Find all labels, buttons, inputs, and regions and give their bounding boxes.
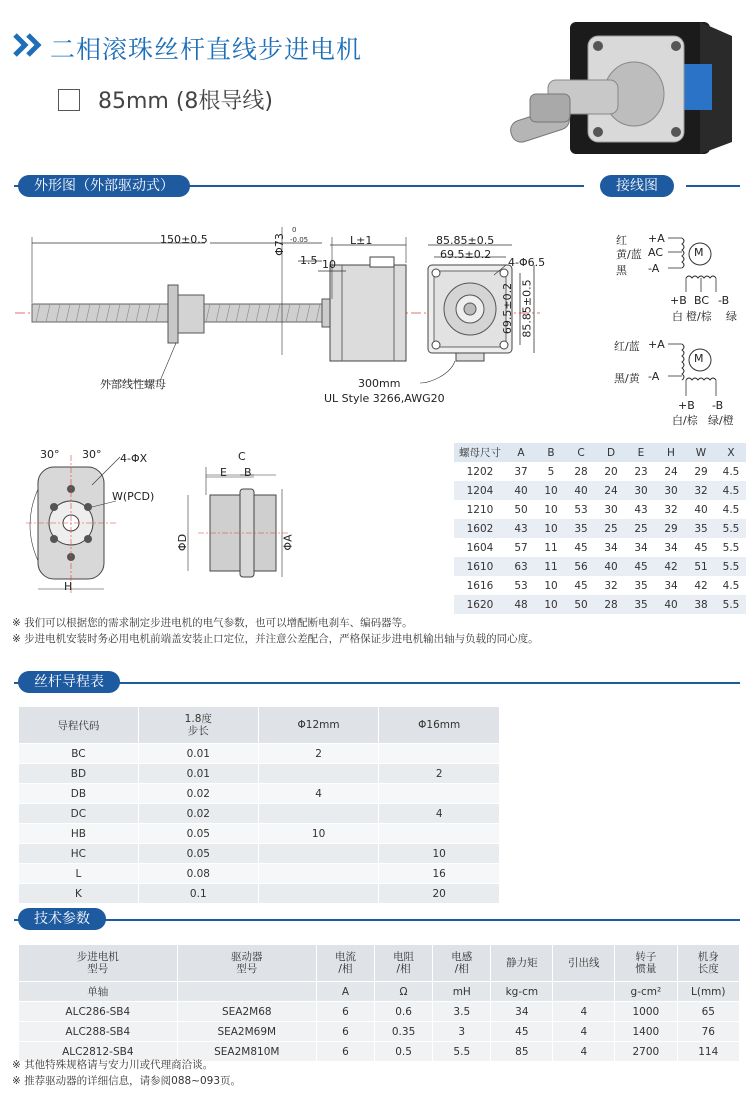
nut-pcd: W(PCD)	[112, 490, 155, 503]
table-cell: 34	[664, 579, 678, 592]
table-cell: 5.5	[433, 1042, 491, 1062]
col-header: B	[536, 443, 566, 462]
table-cell: 1620	[454, 595, 506, 614]
table-cell: 1604	[466, 541, 494, 554]
col-header: C	[566, 443, 596, 462]
table-row	[454, 595, 746, 614]
nut-h: H	[64, 580, 73, 593]
cable-length: 300mm	[358, 377, 401, 390]
table-cell: 4	[553, 1022, 615, 1042]
table-row	[19, 864, 500, 884]
note-line: ※ 我们可以根据您的需求制定步进电机的电气参数，也可以增配断电刹车、编码器等。	[12, 617, 413, 629]
table-cell: 40	[656, 595, 686, 614]
dim-L: L±1	[350, 234, 373, 247]
table-cell: 1616	[466, 579, 494, 592]
nut-c: C	[238, 450, 246, 463]
table-cell: 10	[258, 824, 379, 844]
motor-symbol-2: M	[694, 352, 704, 365]
table-cell: 2	[258, 744, 379, 764]
table-cell: 30	[604, 503, 618, 516]
section-spec: 技术参数	[18, 908, 106, 930]
table-cell: ALC2812-SB4	[19, 1042, 178, 1062]
col-header: A	[506, 443, 536, 462]
unit-cell: g-cm²	[615, 982, 677, 1002]
table-header-row	[19, 707, 500, 744]
unit-cell: A	[316, 982, 374, 1002]
table-cell: 57	[514, 541, 528, 554]
col-header: 步进电机 型号	[19, 945, 178, 982]
table-cell: 85	[491, 1042, 553, 1062]
col-header: 1.8度 步长	[138, 707, 258, 744]
table-cell: 11	[536, 557, 566, 576]
checkbox-icon	[58, 89, 80, 111]
table-cell: 45	[574, 541, 588, 554]
table-row	[454, 557, 746, 576]
wire-white-brown: 白/棕	[672, 414, 698, 427]
table-header-row	[454, 443, 746, 462]
table-cell: 45	[694, 541, 708, 554]
note-line: ※ 步进电机安装时务必用电机前端盖安装止口定位，并注意公差配合，严格保证步进电机输出轴与负载的同心度。	[12, 633, 539, 645]
note-line: ※ 推荐驱动器的详细信息，请参阅088~093页。	[12, 1075, 242, 1087]
dim-10: 10	[322, 258, 336, 271]
wire-a-minus-2: -A	[648, 370, 660, 383]
dim-phi73: Φ73	[272, 233, 286, 256]
table-row	[19, 844, 500, 864]
wire-bc: BC	[694, 294, 710, 307]
table-row	[19, 804, 500, 824]
table-cell: 10	[536, 595, 566, 614]
table-cell: 34	[604, 541, 618, 554]
table-row	[454, 576, 746, 595]
section-divider	[14, 919, 740, 921]
table-cell: 10	[536, 481, 566, 500]
table-cell: 43	[506, 519, 536, 538]
table-cell: 45	[491, 1022, 553, 1042]
wire-a-plus-2: +A	[648, 338, 665, 351]
table-cell: 6	[316, 1022, 374, 1042]
table-row	[454, 538, 746, 557]
nut-e: E	[220, 466, 227, 479]
table-cell: 1000	[615, 1002, 677, 1022]
table-cell: 42	[656, 557, 686, 576]
table-cell: BC	[19, 744, 139, 764]
table-cell: 32	[686, 481, 716, 500]
table-cell: 10	[544, 503, 558, 516]
col-header: Φ12mm	[258, 707, 379, 744]
col-header: 导程代码	[19, 707, 139, 744]
dim-v69: 69.5±0.2	[501, 282, 515, 335]
table-cell: 24	[664, 465, 678, 478]
col-header: 转子 惯量	[615, 945, 677, 982]
nut-b: B	[244, 466, 252, 479]
unit-cell	[553, 982, 615, 1002]
table-cell: 40	[694, 503, 708, 516]
nut-angle-2: 30°	[82, 448, 102, 461]
wire-black: 黑	[616, 264, 627, 277]
table-cell: 0.01	[138, 744, 258, 764]
table-cell: 5.5	[716, 595, 746, 614]
table-cell: 0.05	[138, 844, 258, 864]
table-cell: 23	[634, 465, 648, 478]
table-cell	[258, 764, 379, 784]
wire-b-minus: -B	[718, 294, 730, 307]
table-cell: 3.5	[433, 1002, 491, 1022]
table-cell: 48	[506, 595, 536, 614]
col-header: 电阻 /相	[374, 945, 432, 982]
page-subtitle	[58, 84, 273, 115]
table-cell: 1202	[466, 465, 494, 478]
dim-85-85: 85.85±0.5	[436, 234, 495, 247]
table-cell: 34	[491, 1002, 553, 1022]
table-cell: HB	[19, 824, 139, 844]
table-cell: 45	[626, 557, 656, 576]
unit-cell: L(mm)	[677, 982, 740, 1002]
nut-label: 外部线性螺母	[100, 378, 166, 391]
section-wiring: 接线图	[600, 175, 674, 197]
table-cell: SEA2M69M	[177, 1022, 316, 1042]
table-row	[19, 884, 500, 904]
table-row	[19, 1022, 740, 1042]
table-cell: 20	[604, 465, 618, 478]
section-divider	[686, 185, 740, 187]
motor-symbol: M	[694, 246, 704, 259]
table-cell: HC	[19, 844, 139, 864]
table-cell: 56	[566, 557, 596, 576]
table-cell: 51	[686, 557, 716, 576]
unit-cell	[177, 982, 316, 1002]
table-row	[19, 784, 500, 804]
table-cell: 53	[574, 503, 588, 516]
table-cell: 28	[574, 465, 588, 478]
table-cell: 0.02	[138, 784, 258, 804]
table-cell: 38	[686, 595, 716, 614]
table-cell: SEA2M68	[177, 1002, 316, 1022]
table-cell: 4.5	[716, 481, 746, 500]
unit-cell: mH	[433, 982, 491, 1002]
table-row	[19, 764, 500, 784]
wire-green: 绿	[726, 310, 737, 323]
table-cell: 42	[694, 579, 708, 592]
table-cell: ALC288-SB4	[19, 1022, 178, 1042]
page-title: 二相滚珠丝杆直线步进电机	[50, 35, 363, 64]
table-cell: 65	[677, 1002, 740, 1022]
col-header: 螺母尺寸	[454, 443, 506, 462]
table-cell: 32	[604, 579, 618, 592]
table-cell: 29	[694, 465, 708, 478]
table-cell: 4	[379, 804, 500, 824]
table-cell: 2	[379, 764, 500, 784]
table-cell: 30	[656, 481, 686, 500]
table-cell: 63	[506, 557, 536, 576]
wire-orange-brown: 橙/棕	[686, 310, 712, 323]
table-cell: 4	[553, 1002, 615, 1022]
table-cell: 0.05	[138, 824, 258, 844]
table-cell	[258, 864, 379, 884]
col-header: 电感 /相	[433, 945, 491, 982]
col-header: 驱动器 型号	[177, 945, 316, 982]
table-cell: 5.5	[716, 557, 746, 576]
table-cell: 20	[379, 884, 500, 904]
table-cell: 0.1	[138, 884, 258, 904]
wire-black-yellow: 黑/黄	[614, 372, 640, 385]
table-cell: 24	[596, 481, 626, 500]
table-cell: 32	[664, 503, 678, 516]
dim-v85: 85.85±0.5	[520, 279, 534, 338]
col-header: 机身 长度	[677, 945, 740, 982]
table-cell: 30	[626, 481, 656, 500]
wire-red-blue: 红/蓝	[614, 340, 640, 353]
table-cell: 4.5	[722, 465, 740, 478]
table-header-row	[19, 945, 740, 982]
table-cell: 25	[596, 519, 626, 538]
wiring-diagram	[612, 224, 747, 427]
table-cell	[258, 844, 379, 864]
table-cell: 1204	[454, 481, 506, 500]
table-cell: 34	[634, 541, 648, 554]
table-cell: 28	[596, 595, 626, 614]
table-cell: BD	[19, 764, 139, 784]
table-row	[454, 519, 746, 538]
wire-yellow-blue: 黄/蓝	[616, 248, 642, 261]
nut-size-table	[454, 443, 746, 614]
wire-green-orange: 绿/橙	[708, 414, 734, 427]
table-cell: 4	[553, 1042, 615, 1062]
unit-cell: kg-cm	[491, 982, 553, 1002]
table-cell: 0.35	[374, 1022, 432, 1042]
motor-photo	[500, 14, 732, 164]
table-cell: 16	[379, 864, 500, 884]
col-header: X	[716, 443, 746, 462]
dim-phi73-tol-bot: -0.05	[290, 236, 309, 244]
table-cell: 11	[544, 541, 558, 554]
col-header: H	[656, 443, 686, 462]
dim-holes: 4-Φ6.5	[508, 256, 546, 269]
wire-b-plus-2: +B	[678, 399, 695, 412]
unit-cell: Ω	[374, 982, 432, 1002]
col-header: Φ16mm	[379, 707, 500, 744]
nut-angle-1: 30°	[40, 448, 60, 461]
nut-phi-a: ΦA	[281, 534, 295, 551]
table-cell: 43	[634, 503, 648, 516]
dim-150: 150±0.5	[160, 233, 208, 246]
table-cell: 0.6	[374, 1002, 432, 1022]
wire-ac: AC	[648, 246, 664, 259]
table-cell	[379, 784, 500, 804]
col-header: 引出线	[553, 945, 615, 982]
table-cell: DC	[19, 804, 139, 824]
section-lead-table: 丝杆导程表	[18, 671, 120, 693]
table-cell: K	[19, 884, 139, 904]
table-cell: 3	[433, 1022, 491, 1042]
table-cell: 1210	[466, 503, 494, 516]
col-header: W	[686, 443, 716, 462]
table-cell: 114	[677, 1042, 740, 1062]
table-cell: 5.5	[716, 519, 746, 538]
lead-table	[18, 706, 500, 904]
table-cell: 1400	[615, 1022, 677, 1042]
table-cell: 40	[566, 481, 596, 500]
table-row	[19, 744, 500, 764]
chevron-right-icon	[12, 32, 48, 58]
table-cell: 6	[316, 1042, 374, 1062]
table-cell: 6	[316, 1002, 374, 1022]
col-header: D	[596, 443, 626, 462]
table-cell: 53	[514, 579, 528, 592]
table-cell: 35	[626, 595, 656, 614]
dim-69-5: 69.5±0.2	[440, 248, 492, 261]
table-cell: 50	[566, 595, 596, 614]
table-cell: 50	[514, 503, 528, 516]
nut-phi-d: ΦD	[176, 533, 190, 552]
notes-top	[12, 615, 539, 647]
dim-1-5: 1.5	[300, 254, 318, 267]
table-cell: 1610	[454, 557, 506, 576]
table-cell: 35	[566, 519, 596, 538]
wire-a-plus: +A	[648, 232, 665, 245]
col-header: 电流 /相	[316, 945, 374, 982]
wire-b-minus-2: -B	[712, 399, 724, 412]
col-header: E	[626, 443, 656, 462]
table-cell: 0.01	[138, 764, 258, 784]
table-cell: 0.5	[374, 1042, 432, 1062]
table-cell: 4.5	[722, 503, 740, 516]
table-cell: 2700	[615, 1042, 677, 1062]
table-cell: 0.02	[138, 804, 258, 824]
table-cell	[258, 804, 379, 824]
units-row	[19, 982, 740, 1002]
notes-bottom	[12, 1057, 241, 1089]
section-divider	[14, 682, 740, 684]
table-row	[19, 1002, 740, 1022]
table-cell: SEA2M810M	[177, 1042, 316, 1062]
table-cell: 10	[544, 579, 558, 592]
dim-phi73-tol-top: 0	[292, 226, 297, 234]
table-cell	[379, 824, 500, 844]
table-cell: 76	[677, 1022, 740, 1042]
table-cell: 10	[379, 844, 500, 864]
table-cell: 1602	[454, 519, 506, 538]
table-cell: 10	[536, 519, 566, 538]
table-cell: DB	[19, 784, 139, 804]
table-row	[454, 500, 746, 519]
unit-cell: 单轴	[19, 982, 178, 1002]
table-cell: L	[19, 864, 139, 884]
table-cell: 45	[574, 579, 588, 592]
note-line: ※ 其他特殊规格请与安力川或代理商洽谈。	[12, 1059, 214, 1071]
wire-b-plus: +B	[670, 294, 687, 307]
wire-a-minus: -A	[648, 262, 660, 275]
table-cell: 35	[686, 519, 716, 538]
table-cell: 0.08	[138, 864, 258, 884]
table-cell: 4	[258, 784, 379, 804]
table-cell: 4.5	[722, 579, 740, 592]
cable-spec: UL Style 3266,AWG20	[324, 392, 445, 405]
spec-table	[18, 944, 740, 1062]
table-cell: 34	[664, 541, 678, 554]
table-row	[454, 481, 746, 500]
table-cell: 35	[634, 579, 648, 592]
subtitle-text: 85mm (8根导线)	[98, 89, 274, 114]
table-cell: 37	[514, 465, 528, 478]
table-cell: 40	[506, 481, 536, 500]
table-row	[454, 462, 746, 481]
table-cell: 40	[596, 557, 626, 576]
table-row	[19, 824, 500, 844]
table-cell: ALC286-SB4	[19, 1002, 178, 1022]
wire-red: 红	[616, 234, 627, 247]
table-cell: 29	[656, 519, 686, 538]
table-cell: 5.5	[722, 541, 740, 554]
table-cell: 25	[626, 519, 656, 538]
section-outline: 外形图（外部驱动式）	[18, 175, 190, 197]
col-header: 静力矩	[491, 945, 553, 982]
table-cell	[379, 744, 500, 764]
nut-holes: 4-ΦX	[120, 452, 148, 465]
table-cell	[258, 884, 379, 904]
table-cell: 5	[547, 465, 555, 478]
wire-white: 白	[672, 310, 683, 323]
